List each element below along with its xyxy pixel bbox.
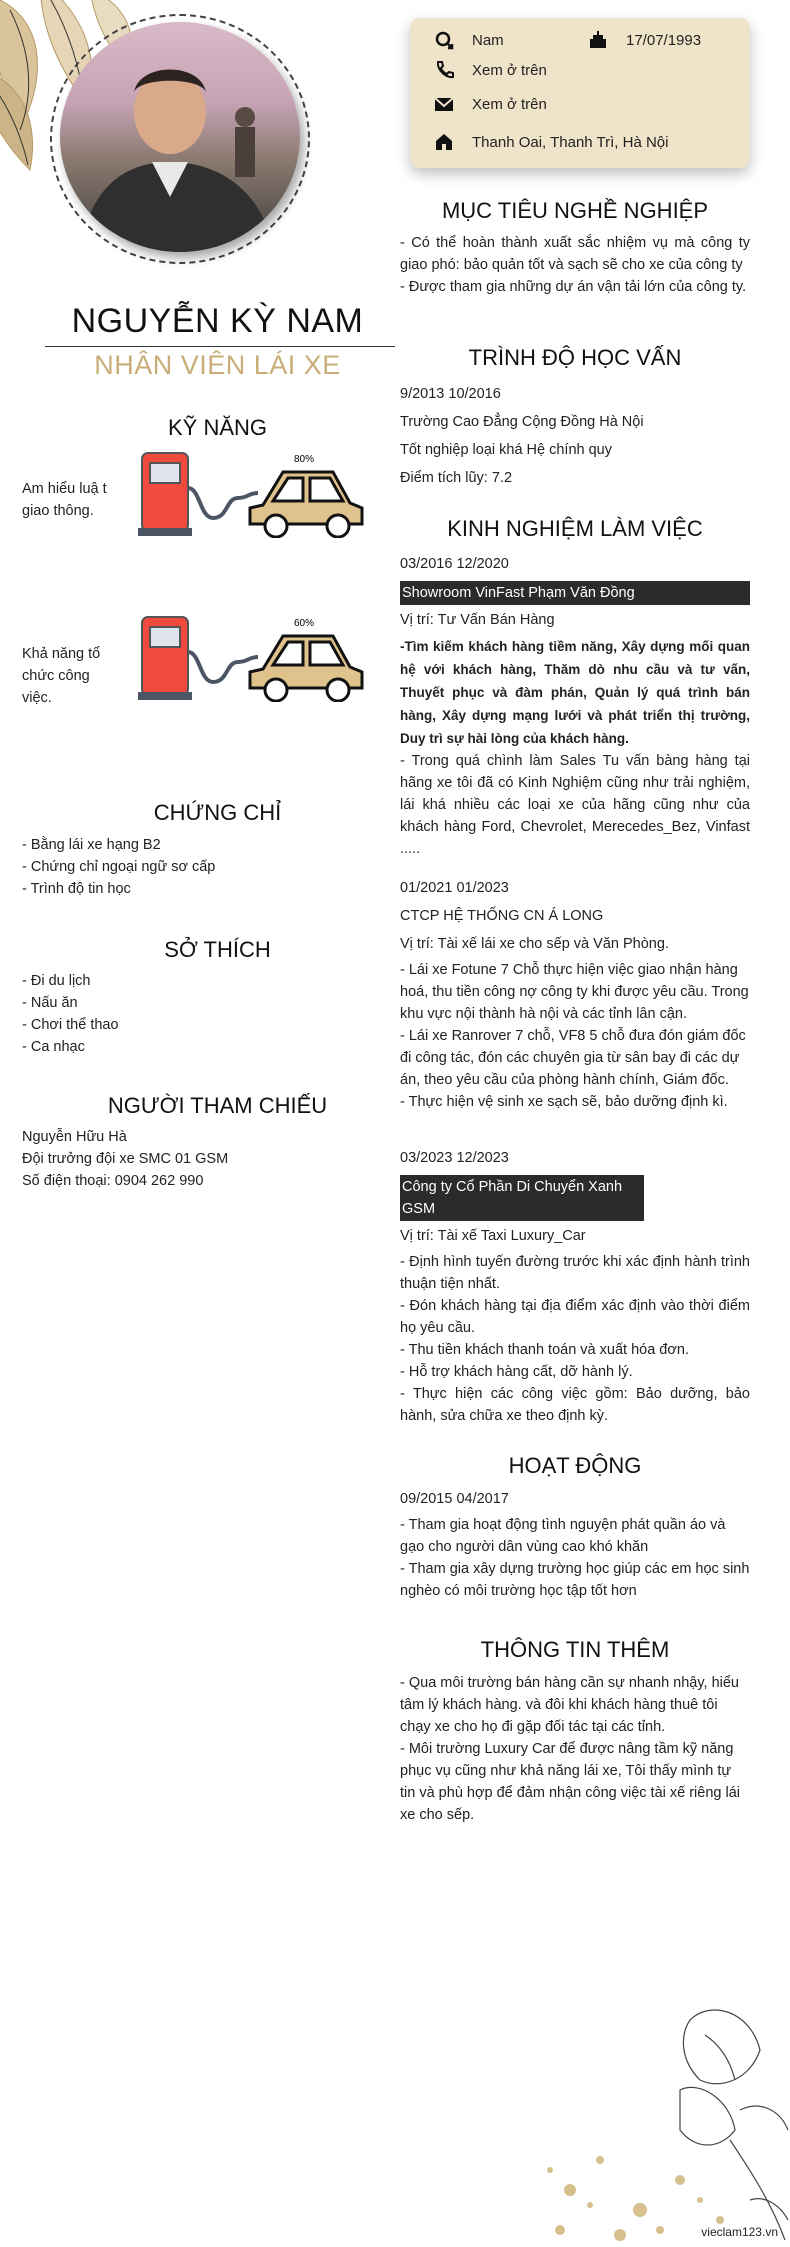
skill-gauge <box>138 612 368 702</box>
education-title: TRÌNH ĐỘ HỌC VẤN <box>468 345 682 370</box>
certificate-item: - Bằng lái xe hạng B2 <box>22 837 161 853</box>
job-company: CTCP HỆ THỐNG CN Á LONG <box>400 908 604 924</box>
job-description: - Thu tiền khách thanh toán và xuất hóa đơn. <box>400 1342 689 1358</box>
contact-dob <box>588 30 701 50</box>
hobby-item: - Nấu ăn <box>22 995 78 1011</box>
certificates-list <box>22 834 382 900</box>
job-title: NHÂN VIÊN LÁI XE <box>94 350 341 380</box>
name-divider <box>45 346 395 347</box>
objective-line: - Có thể hoàn thành xuất sắc nhiệm vụ mà công ty giao phó: bảo quản tốt và sạch sẽ cho xe của công ty <box>400 235 750 273</box>
job-description: - Thực hiện vệ sinh xe sạch sẽ, bảo dưỡng định kì. <box>400 1094 728 1110</box>
activities-block <box>400 1488 750 1602</box>
education-degree: Tốt nghiệp loại khá Hệ chính quy <box>400 442 612 458</box>
extra-item: - Qua môi trường bán hàng cần sự nhanh nhậy, hiểu tâm lý khách hàng. và đôi khi khách hàng thuê tôi chạy xe cho họ đi gặp đối tác tại các tỉnh. <box>400 1675 740 1735</box>
skills-title: KỸ NĂNG <box>167 415 268 440</box>
job-company: Công ty Cổ Phần Di Chuyển Xanh GSM <box>400 1175 644 1221</box>
phone-icon <box>434 60 454 80</box>
activities-title: HOẠT ĐỘNG <box>508 1453 642 1478</box>
email-value: Xem ở trên <box>472 95 547 113</box>
experience-title: KINH NGHIỆM LÀM VIỆC <box>447 516 703 541</box>
education-period: 9/2013 10/2016 <box>400 386 501 402</box>
job-entry <box>400 553 750 860</box>
calendar-icon <box>588 30 608 50</box>
job-role: Vị trí: Tư Vấn Bán Hàng <box>400 612 555 628</box>
job-role: Vị trí: Tài xế Taxi Luxury_Car <box>400 1228 586 1244</box>
objective-title: MỤC TIÊU NGHỀ NGHIỆP <box>441 198 709 223</box>
education-block <box>400 380 750 492</box>
floral-decoration <box>530 1990 790 2247</box>
contact-phone <box>434 60 547 80</box>
job-description: - Đón khách hàng tại địa điểm xác định vào thời điểm họ yêu cầu. <box>400 1298 750 1336</box>
skill-label: Khả năng tổ chức công việc. <box>22 646 101 706</box>
reference-position: Đội trưởng đội xe SMC 01 GSM <box>22 1151 229 1167</box>
fuel-pump-icon <box>138 617 192 700</box>
address-value: Thanh Oai, Thanh Trì, Hà Nội <box>472 133 669 151</box>
phone-value: Xem ở trên <box>472 61 547 79</box>
activities-period: 09/2015 04/2017 <box>400 1491 509 1507</box>
job-period: 03/2023 12/2023 <box>400 1150 509 1166</box>
skill-label: Am hiểu luậ t giao thông. <box>22 481 107 519</box>
job-period: 03/2016 12/2020 <box>400 556 509 572</box>
job-description: - Hỗ trợ khách hàng cất, dỡ hành lý. <box>400 1364 633 1380</box>
job-description: - Lái xe Ranrover 7 chỗ, VF8 5 chỗ đưa đón giám đốc đi công tác, đón các chuyên gia từ sân bay đi các dự án, theo yêu cầu của phòng hành chính, Giám đốc. <box>400 1028 746 1088</box>
job-description: - Lái xe Fotune 7 Chỗ thực hiện việc giao nhận hàng hoá, thu tiền công nợ công ty khi được yêu cầu. Trong khu vực nội thành hà nội và các tỉnh lân cận. <box>400 962 749 1022</box>
skill-percent: 60% <box>294 618 315 629</box>
fuel-pump-icon <box>138 453 192 536</box>
avatar <box>60 22 300 252</box>
activity-item: - Tham gia hoạt động tình nguyện phát quần áo và gạo cho người dân vùng cao khó khăn <box>400 1517 726 1555</box>
objective-line: - Được tham gia những dự án vận tải lớn của công ty. <box>400 279 747 295</box>
contact-gender <box>434 30 504 50</box>
car-icon <box>250 636 362 701</box>
contact-address <box>434 132 669 152</box>
dob-value: 17/07/1993 <box>626 31 702 49</box>
job-description: - Thực hiện các công việc gồm: Bảo dưỡng, bảo hành, sửa chữa xe theo định kỳ. <box>400 1386 750 1424</box>
activity-item: - Tham gia xây dựng trường học giúp các em học sinh nghèo có môi trường học tập tốt hơn <box>400 1561 750 1599</box>
site-watermark: vieclam123.vn <box>701 2225 778 2239</box>
job-period: 01/2021 01/2023 <box>400 880 509 896</box>
job-duties: -Tìm kiếm khách hàng tiềm năng, Xây dựng mối quan hệ với khách hàng, Thăm dò nhu cầu và tư vấn, Thuyết phục và đàm phán, Quản lý quá trình bán hàng, Xây dựng mạng lưới và phát triển thị trường, Duy trì sự hài lòng của khách hàng. <box>400 639 750 746</box>
reference-name: Nguyễn Hữu Hà <box>22 1129 127 1145</box>
hobby-item: - Ca nhạc <box>22 1039 85 1055</box>
job-entry <box>400 1147 750 1427</box>
skill-gauge <box>138 448 368 538</box>
objective-text <box>400 232 750 298</box>
job-entry <box>400 877 750 1113</box>
certificate-item: - Trình độ tin học <box>22 881 131 897</box>
portrait-photo <box>60 22 300 252</box>
job-description: - Trong quá chình làm Sales Tu vấn bàng hàng tại hãng xe tôi đã có Kinh Nghiệm cũng như trải nghiệm, lái khá nhiều các loại xe của hãng cũng như của khách hàng Ford, Chevrolet, Merecedes_Bez, Vinfast ..... <box>400 753 750 857</box>
references-title: NGƯỜI THAM CHIẾU <box>107 1093 328 1118</box>
contact-card <box>410 18 750 168</box>
extra-block <box>400 1672 745 1826</box>
job-company: Showroom VinFast Phạm Văn Đồng <box>400 581 750 605</box>
gender-icon <box>434 30 454 50</box>
home-icon <box>434 132 454 152</box>
extra-item: - Môi trường Luxury Car để được nâng tầm kỹ năng phục vụ cũng như khả năng lái xe, Tôi thấy mình tự tin và phù hợp để đảm nhận công việc tài xế riêng lái xe cho sếp. <box>400 1741 740 1823</box>
car-icon <box>250 472 362 537</box>
gender-value: Nam <box>472 31 504 49</box>
full-name: NGUYỄN KỲ NAM <box>71 302 364 340</box>
contact-email <box>434 94 547 114</box>
hobby-item: - Chơi thể thao <box>22 1017 119 1033</box>
hobbies-title: SỞ THÍCH <box>164 937 271 962</box>
references-block <box>22 1126 382 1192</box>
education-gpa: Điểm tích lũy: 7.2 <box>400 470 513 486</box>
job-role: Vị trí: Tài xế lái xe cho sếp và Văn Phòng. <box>400 936 669 952</box>
hobby-item: - Đi du lịch <box>22 973 91 989</box>
extra-title: THÔNG TIN THÊM <box>480 1637 670 1662</box>
job-description: - Định hình tuyến đường trước khi xác định hành trình thuận tiện nhất. <box>400 1254 750 1292</box>
email-icon <box>434 94 454 114</box>
education-school: Trường Cao Đẳng Cộng Đồng Hà Nội <box>400 414 644 430</box>
certificate-item: - Chứng chỉ ngoại ngữ sơ cấp <box>22 859 216 875</box>
hobbies-list <box>22 970 382 1058</box>
reference-phone: Số điện thoại: 0904 262 990 <box>22 1173 204 1189</box>
skill-percent: 80% <box>294 454 315 465</box>
certificates-title: CHỨNG CHỈ <box>153 800 282 825</box>
